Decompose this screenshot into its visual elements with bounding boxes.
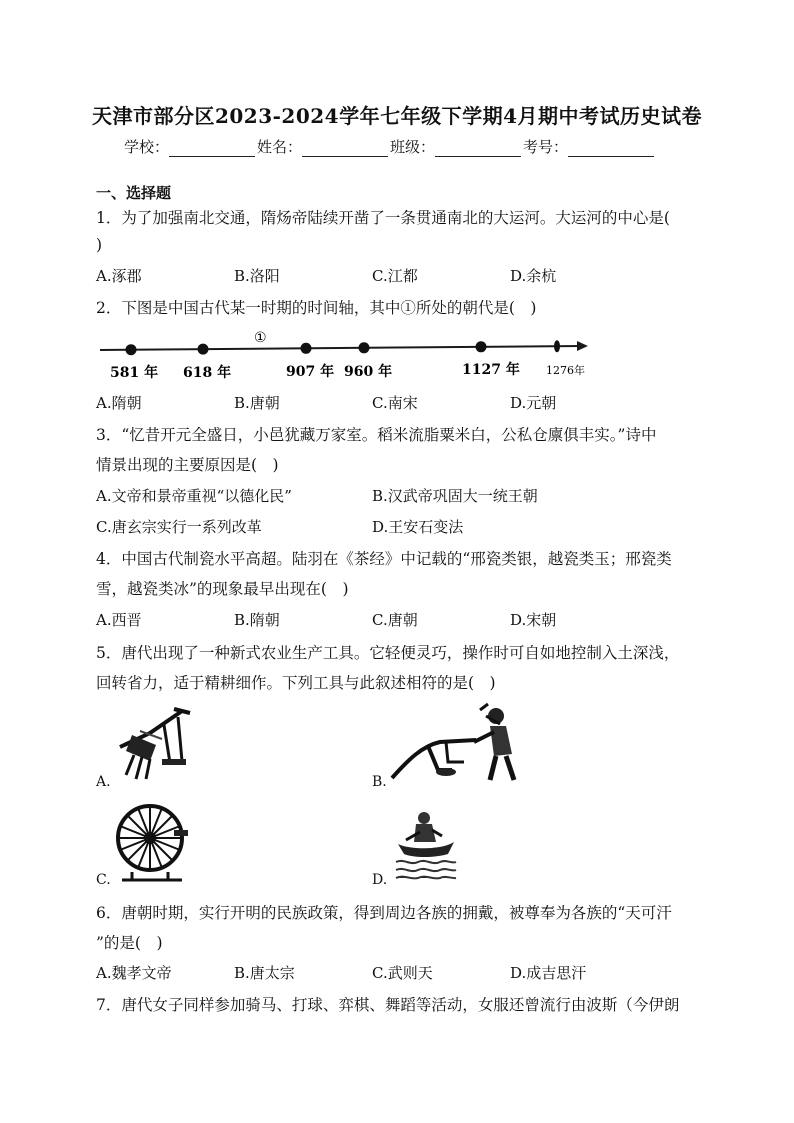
q1-option-d[interactable]: D.余杭 [510,267,557,285]
q6-stem-line1: 6．唐朝时期，实行开明的民族政策，得到周边各族的拥戴，被尊奉为各族的“天可汗 [96,904,672,922]
q5-stem-line1: 5．唐代出现了一种新式农业生产工具。它轻便灵巧，操作时可自如地控制入土深浅， [96,644,680,662]
name-field: 姓名： [257,136,390,157]
timeline-arrow [577,341,588,351]
q4-option-d[interactable]: D.宋朝 [510,611,557,629]
q1-option-c[interactable]: C.江都 [372,267,418,285]
timeline-label-1276: 1276年 [546,364,585,377]
class-blank[interactable] [435,140,521,157]
timeline-label-960: 960 年 [344,364,393,380]
student-info-row [124,136,656,157]
exam-number-blank[interactable] [568,140,654,157]
q2-option-d[interactable]: D.元朝 [510,394,557,412]
section-heading: 一、选择题 [96,184,172,202]
option-a-plough-picture[interactable] [112,705,192,783]
timeline-point-907 [301,343,312,354]
q2-option-a[interactable]: A.隋朝 [96,394,142,412]
q5-option-c-label: C. [96,872,111,888]
q4-option-c[interactable]: C.唐朝 [372,611,418,629]
q4-option-a[interactable]: A.西晋 [96,611,142,629]
q3-stem-line2: 情景出现的主要原因是( ) [96,456,279,474]
q2-option-c[interactable]: C.南宋 [372,394,418,412]
q4-stem-line1: 4．中国古代制瓷水平高超。陆羽在《茶经》中记载的“邢瓷类银，越瓷类玉；邢瓷类 [96,550,672,568]
q3-option-a[interactable]: A.文帝和景帝重视“以德化民” [96,487,292,505]
option-c-waterwheel-picture[interactable] [112,800,192,882]
timeline-point-960 [359,342,370,353]
option-d-boat-tool-picture[interactable] [394,810,458,880]
q6-stem-line2: ”的是( ) [96,934,163,952]
q5-option-b-label: B. [372,774,387,790]
timeline-point-581 [126,344,137,355]
timeline-figure [96,326,596,386]
q3-option-b[interactable]: B.汉武帝巩固大一统王朝 [372,487,538,505]
q2-option-b[interactable]: B.唐朝 [234,394,280,412]
name-blank[interactable] [302,140,388,157]
timeline-point-1276 [554,340,560,352]
timeline-point-1127 [476,341,487,352]
timeline-axis [100,346,582,350]
class-field: 班级： [390,136,523,157]
q4-stem-line2: 雪，越瓷类冰”的现象最早出现在( ) [96,580,349,598]
q6-option-b[interactable]: B.唐太宗 [234,964,295,982]
q5-option-d-label: D. [372,872,388,888]
q7-stem-line1: 7．唐代女子同样参加骑马、打球、弈棋、舞蹈等活动，女服还曾流行由波斯（今伊朗 [96,996,680,1014]
q5-stem-line2: 回转省力，适于精耕细作。下列工具与此叙述相符的是( ) [96,674,496,692]
q5-option-a-label: A. [96,774,111,790]
q6-option-c[interactable]: C.武则天 [372,964,433,982]
q2-stem: 2．下图是中国古代某一时期的时间轴，其中①所处的朝代是( ) [96,299,537,317]
exam-number-field: 考号： [523,136,656,157]
timeline-marker: ① [254,330,267,346]
timeline-label-907: 907 年 [286,364,335,380]
page-title: 天津市部分区2023-2024学年七年级下学期4月期中考试历史试卷 [91,104,703,128]
q3-option-d[interactable]: D.王安石变法 [372,518,464,536]
q3-stem-line1: 3．“忆昔开元全盛日，小邑犹藏万家室。稻米流脂粟米白，公私仓廪俱丰实。”诗中 [96,426,657,444]
school-field: 学校： [124,136,257,157]
timeline-label-618: 618 年 [183,365,232,381]
q4-option-b[interactable]: B.隋朝 [234,611,280,629]
q1-option-a[interactable]: A.涿郡 [96,267,142,285]
timeline-point-618 [198,344,209,355]
q1-option-b[interactable]: B.洛阳 [234,267,280,285]
timeline-label-581: 581 年 [110,365,159,381]
q1-stem-line2: ) [96,236,103,254]
q6-option-d[interactable]: D.成吉思汗 [510,964,587,982]
timeline-label-1127: 1127 年 [462,362,520,378]
school-blank[interactable] [169,140,255,157]
q1-stem-line1: 1．为了加强南北交通，隋炀帝陆续开凿了一条贯通南北的大运河。大运河的中心是( [96,209,670,227]
option-b-farmer-plough-picture[interactable] [388,702,528,784]
q6-option-a[interactable]: A.魏孝文帝 [96,964,172,982]
q3-option-c[interactable]: C.唐玄宗实行一系列改革 [96,518,262,536]
